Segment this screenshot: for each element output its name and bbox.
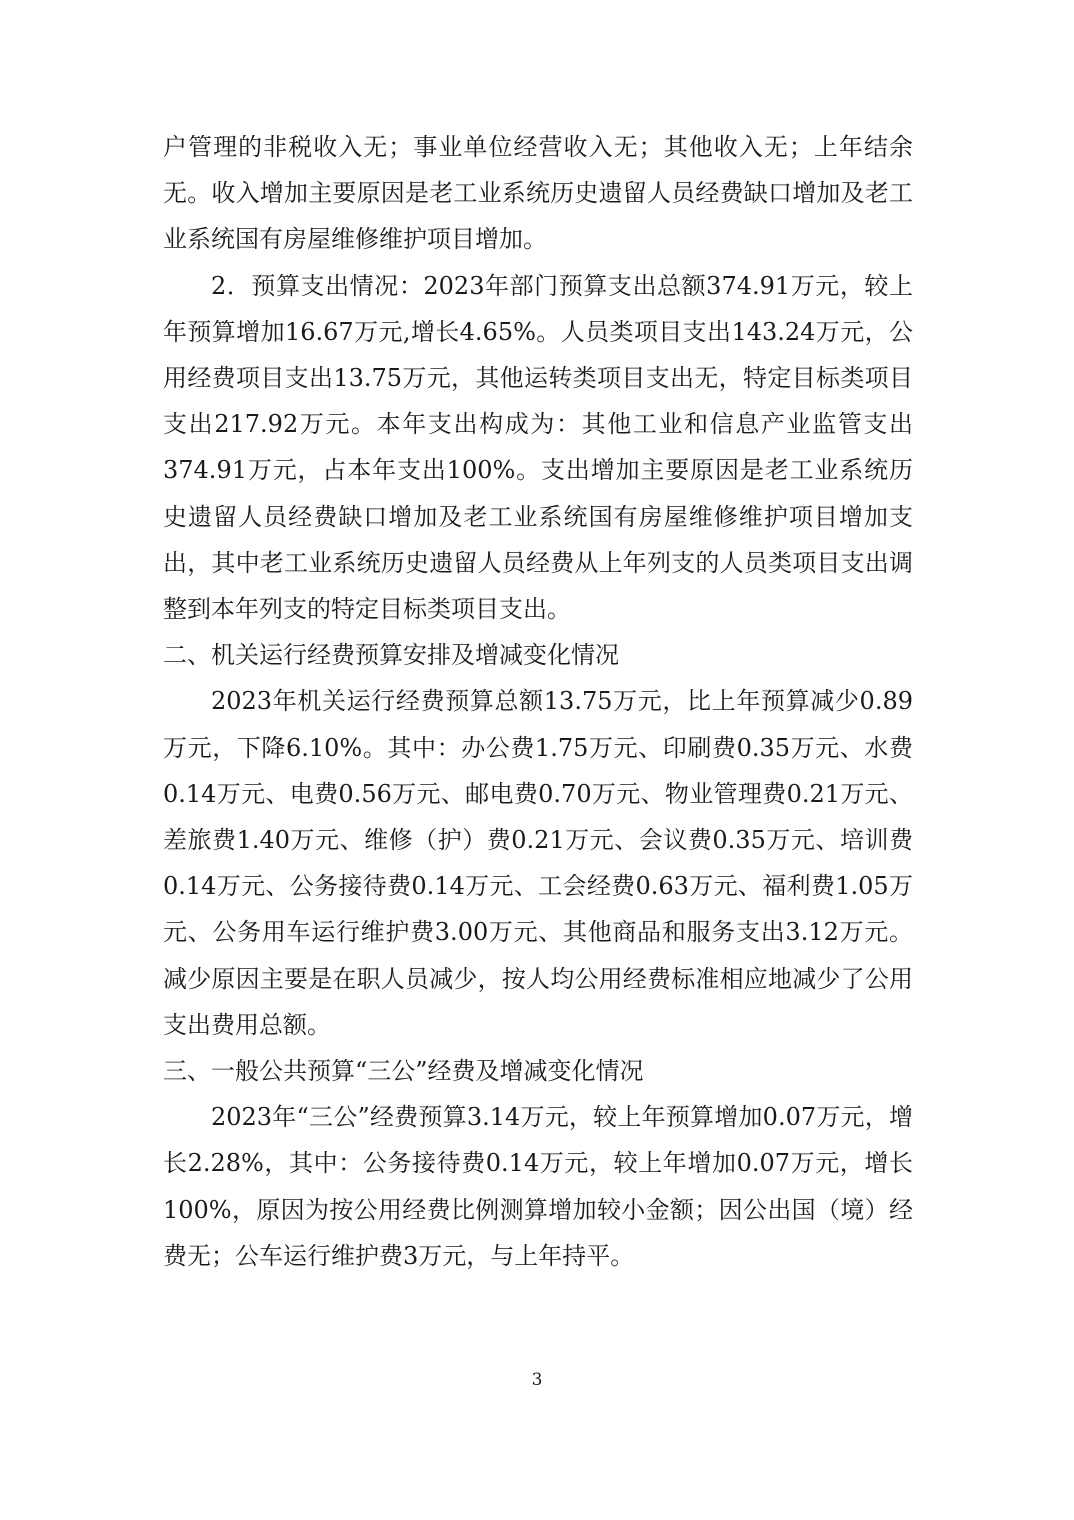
paragraph-revenue-continued: 户管理的非税收入无；事业单位经营收入无；其他收入无；上年结余无。收入增加主要原因是老工业系统历史遗留人员经费缺口增加及老工业系统国有房屋维修维护项目增加。 — [163, 133, 913, 254]
section-heading-three-public: 三、一般公共预算“三公”经费及增减变化情况 — [163, 1057, 644, 1086]
section-heading-operating-funds: 二、机关运行经费预算安排及增减变化情况 — [163, 641, 619, 670]
paragraph-three-public: 2023年“三公”经费预算3.14万元，较上年预算增加0.07万元，增长2.28%，其中：公务接待费0.14万元，较上年增加0.07万元，增长100%，原因为按公用经费比例测算增加较小金额；因公出国（境）经费无；公车运行维护费3万元，与上年持平。 — [163, 1103, 913, 1270]
document-body — [163, 124, 913, 1279]
page-number: 3 — [531, 1370, 543, 1390]
paragraph-operating-funds: 2023年机关运行经费预算总额13.75万元，比上年预算减少0.89万元，下降6.10%。其中：办公费1.75万元、印刷费0.35万元、水费0.14万元、电费0.56万元、邮电费0.70万元、物业管理费0.21万元、差旅费1.40万元、维修（护）费0.21万元、会议费0.35万元、培训费0.14万元、公务接待费0.14万元、工会经费0.63万元、福利费1.05万元、公务用车运行维护费3.00万元、其他商品和服务支出3.12万元。减少原因主要是在职人员减少，按人均公用经费标准相应地减少了公用支出费用总额。 — [163, 687, 913, 1039]
paragraph-expenditure: 2．预算支出情况：2023年部门预算支出总额374.91万元，较上年预算增加16.67万元,增长4.65%。人员类项目支出143.24万元，公用经费项目支出13.75万元，其他运转类项目支出无，特定目标类项目支出217.92万元。本年支出构成为：其他工业和信息产业监管支出374.91万元，占本年支出100%。支出增加主要原因是老工业系统历史遗留人员经费缺口增加及老工业系统国有房屋维修维护项目增加支出，其中老工业系统历史遗留人员经费从上年列支的人员类项目支出调整到本年列支的特定目标类项目支出。 — [163, 271, 913, 624]
